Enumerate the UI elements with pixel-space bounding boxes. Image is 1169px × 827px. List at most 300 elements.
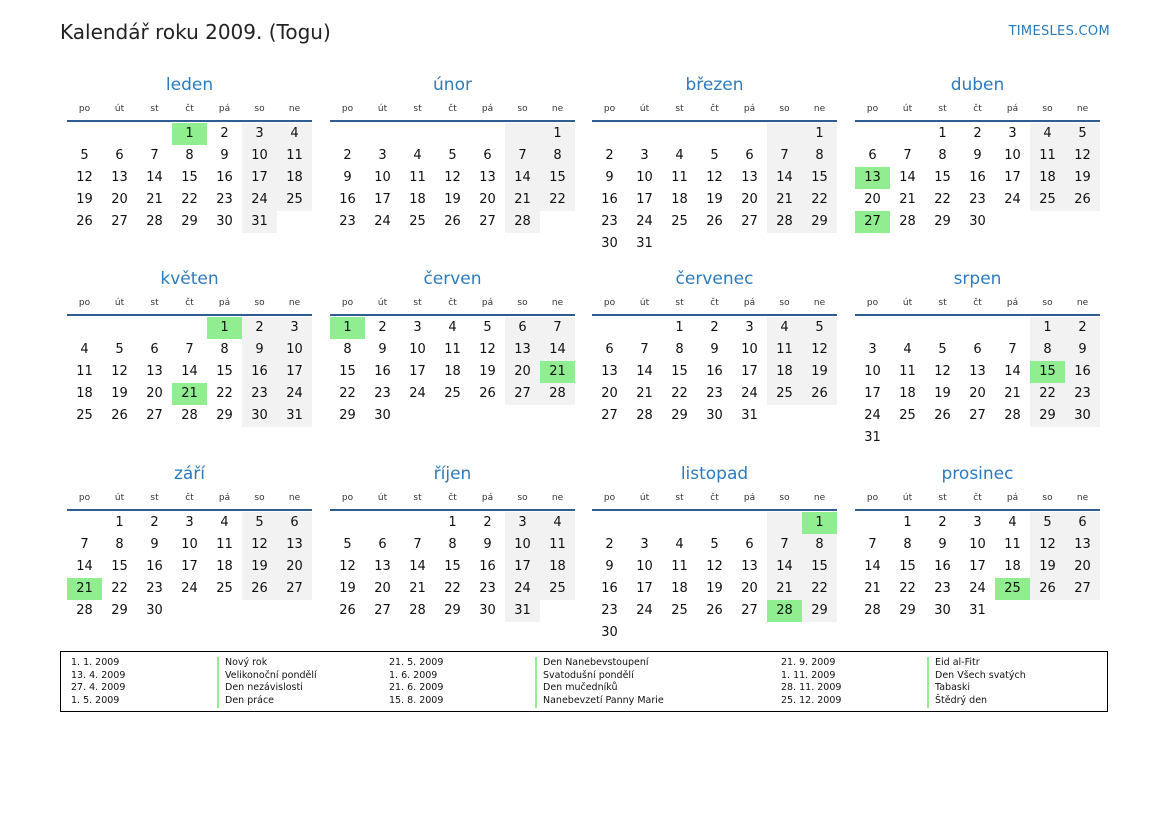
- day-cell: 16: [242, 361, 277, 383]
- day-cell: 28: [767, 211, 802, 233]
- week-row: [67, 600, 312, 622]
- weekday-label: čt: [973, 104, 982, 114]
- day-cell: 9: [605, 170, 614, 185]
- day-cell: 12: [339, 559, 356, 574]
- day-cell: 13: [601, 364, 618, 379]
- day-cell: 29: [111, 603, 128, 618]
- empty-day-cell: [697, 512, 732, 534]
- day-cell: 7: [505, 145, 540, 167]
- day-cell: 11: [1004, 537, 1021, 552]
- week-row: [592, 339, 837, 361]
- weekday-header: [592, 98, 837, 122]
- day-cell: 13: [741, 170, 758, 185]
- day-cell: 24: [505, 578, 540, 600]
- weekday-label: st: [413, 104, 422, 114]
- day-cell: 19: [934, 386, 951, 401]
- day-cell: 30: [601, 625, 618, 640]
- empty-day-cell: [662, 512, 697, 534]
- day-cell: 10: [636, 559, 653, 574]
- week-row: [330, 339, 575, 361]
- day-cell: 7: [903, 148, 912, 163]
- day-cell: 11: [671, 559, 688, 574]
- week-row: [67, 145, 312, 167]
- weekday-label: čt: [710, 298, 719, 308]
- week-row: [330, 578, 575, 600]
- day-cell: 10: [969, 537, 986, 552]
- empty-day-cell: [855, 123, 890, 145]
- week-row: [592, 145, 837, 167]
- weekday-label: st: [413, 493, 422, 503]
- day-cell: 23: [374, 386, 391, 401]
- day-cell: 6: [505, 317, 540, 339]
- day-cell: 16: [969, 170, 986, 185]
- week-row: [855, 189, 1100, 211]
- day-cell: 12: [706, 559, 723, 574]
- week-row: [67, 189, 312, 211]
- holiday-day-cell: 15: [1030, 361, 1065, 383]
- day-cell: 11: [409, 170, 426, 185]
- day-cell: 24: [374, 214, 391, 229]
- day-cell: 21: [636, 386, 653, 401]
- weekday-label: pá: [481, 493, 494, 503]
- empty-day-cell: [1065, 427, 1100, 449]
- weekday-label: čt: [448, 493, 457, 503]
- holiday-name: Nanebevzetí Panny Marie: [535, 695, 664, 708]
- empty-day-cell: [592, 123, 627, 145]
- empty-day-cell: [890, 317, 925, 339]
- day-cell: 2: [1065, 317, 1100, 339]
- day-cell: 11: [671, 170, 688, 185]
- day-cell: 13: [741, 559, 758, 574]
- weekday-label: čt: [448, 104, 457, 114]
- empty-day-cell: [540, 405, 575, 427]
- weekday-label: so: [779, 104, 790, 114]
- day-cell: 10: [277, 339, 312, 361]
- day-cell: 9: [242, 339, 277, 361]
- day-cell: 2: [710, 320, 719, 335]
- day-cell: 24: [636, 214, 653, 229]
- site-link[interactable]: TIMESLES.COM: [1008, 24, 1110, 39]
- day-cell: 14: [146, 170, 163, 185]
- empty-day-cell: [505, 123, 540, 145]
- day-cell: 15: [540, 167, 575, 189]
- holiday-date: 27. 4. 2009: [71, 682, 126, 694]
- week-row: [67, 361, 312, 383]
- holiday-day-cell: 1: [330, 317, 365, 339]
- holiday-name: Den mučedníků: [535, 682, 664, 695]
- day-cell: 18: [1004, 559, 1021, 574]
- empty-day-cell: [697, 233, 732, 255]
- week-row: [67, 405, 312, 427]
- week-row: [592, 167, 837, 189]
- empty-day-cell: [137, 123, 172, 145]
- day-cell: 23: [934, 581, 951, 596]
- weekday-label: pá: [481, 298, 494, 308]
- day-cell: 19: [444, 192, 461, 207]
- day-cell: 6: [277, 512, 312, 534]
- day-cell: 11: [899, 364, 916, 379]
- month-listopad: [592, 461, 837, 644]
- day-cell: 25: [277, 189, 312, 211]
- week-row: [67, 512, 312, 534]
- month-únor: [330, 72, 575, 233]
- day-cell: 15: [339, 364, 356, 379]
- empty-day-cell: [767, 233, 802, 255]
- weekday-header: [855, 487, 1100, 511]
- month-červen: [330, 266, 575, 427]
- weekday-label: čt: [710, 493, 719, 503]
- day-cell: 17: [277, 361, 312, 383]
- day-cell: 2: [605, 148, 614, 163]
- empty-day-cell: [505, 405, 540, 427]
- day-cell: 4: [80, 342, 89, 357]
- day-cell: 25: [540, 578, 575, 600]
- day-cell: 29: [899, 603, 916, 618]
- day-cell: 29: [444, 603, 461, 618]
- day-cell: 20: [1065, 556, 1100, 578]
- day-cell: 26: [1030, 578, 1065, 600]
- empty-day-cell: [277, 600, 312, 622]
- weekday-label: st: [413, 298, 422, 308]
- weekday-label: út: [902, 493, 913, 503]
- holiday-date: 15. 8. 2009: [389, 695, 444, 707]
- day-cell: 3: [242, 123, 277, 145]
- weekday-label: út: [114, 493, 125, 503]
- day-cell: 25: [671, 214, 688, 229]
- day-cell: 5: [343, 537, 352, 552]
- empty-day-cell: [890, 123, 925, 145]
- day-cell: 23: [706, 386, 723, 401]
- day-cell: 1: [448, 515, 457, 530]
- day-cell: 8: [802, 534, 837, 556]
- day-cell: 22: [1030, 383, 1065, 405]
- empty-day-cell: [802, 233, 837, 255]
- week-row: [592, 512, 837, 534]
- empty-day-cell: [365, 123, 400, 145]
- day-cell: 25: [1030, 189, 1065, 211]
- day-cell: 24: [864, 408, 881, 423]
- day-cell: 20: [601, 386, 618, 401]
- day-cell: 1: [903, 515, 912, 530]
- day-cell: 7: [868, 537, 877, 552]
- weekday-label: st: [675, 298, 684, 308]
- month-days: [855, 316, 1100, 449]
- empty-day-cell: [627, 512, 662, 534]
- day-cell: 20: [479, 192, 496, 207]
- day-cell: 7: [540, 317, 575, 339]
- day-cell: 2: [378, 320, 387, 335]
- day-cell: 12: [934, 364, 951, 379]
- weekday-label: út: [639, 493, 650, 503]
- day-cell: 8: [903, 537, 912, 552]
- day-cell: 14: [899, 170, 916, 185]
- holiday-date: 1. 1. 2009: [71, 657, 120, 668]
- empty-day-cell: [960, 317, 995, 339]
- empty-day-cell: [697, 123, 732, 145]
- week-row: [855, 427, 1100, 449]
- day-cell: 4: [1030, 123, 1065, 145]
- day-cell: 14: [864, 559, 881, 574]
- day-cell: 16: [339, 192, 356, 207]
- day-cell: 17: [1004, 170, 1021, 185]
- week-row: [330, 189, 575, 211]
- week-row: [855, 578, 1100, 600]
- day-cell: 24: [636, 603, 653, 618]
- day-cell: 9: [150, 537, 159, 552]
- day-cell: 9: [483, 537, 492, 552]
- holiday-date: 13. 4. 2009: [71, 669, 126, 681]
- day-cell: 26: [76, 214, 93, 229]
- day-cell: 13: [1065, 534, 1100, 556]
- week-row: [855, 600, 1100, 622]
- holiday-names-column: [217, 657, 317, 708]
- empty-day-cell: [995, 427, 1030, 449]
- week-row: [592, 383, 837, 405]
- day-cell: 13: [146, 364, 163, 379]
- holiday-name: Den nezávislosti: [217, 682, 317, 695]
- day-cell: 20: [277, 556, 312, 578]
- day-cell: 17: [409, 364, 426, 379]
- week-row: [592, 317, 837, 339]
- day-cell: 22: [899, 581, 916, 596]
- holiday-dates-column: [71, 657, 125, 708]
- weekday-label: ne: [1076, 104, 1089, 114]
- day-cell: 22: [111, 581, 128, 596]
- week-row: [592, 123, 837, 145]
- day-cell: 23: [242, 383, 277, 405]
- day-cell: 4: [1008, 515, 1017, 530]
- day-cell: 3: [745, 320, 754, 335]
- week-row: [330, 512, 575, 534]
- day-cell: 28: [864, 603, 881, 618]
- day-cell: 28: [505, 211, 540, 233]
- day-cell: 12: [706, 170, 723, 185]
- day-cell: 3: [640, 148, 649, 163]
- holiday-date: 1. 5. 2009: [71, 695, 120, 707]
- week-row: [67, 211, 312, 233]
- week-row: [855, 405, 1100, 427]
- day-cell: 29: [216, 408, 233, 423]
- day-cell: 27: [505, 383, 540, 405]
- week-row: [855, 534, 1100, 556]
- day-cell: 30: [706, 408, 723, 423]
- empty-day-cell: [540, 211, 575, 233]
- empty-day-cell: [1030, 600, 1065, 622]
- day-cell: 29: [802, 600, 837, 622]
- empty-day-cell: [1065, 600, 1100, 622]
- day-cell: 26: [1065, 189, 1100, 211]
- day-cell: 30: [969, 214, 986, 229]
- weekday-label: po: [341, 493, 354, 503]
- day-cell: 7: [80, 537, 89, 552]
- day-cell: 2: [483, 515, 492, 530]
- day-cell: 8: [448, 537, 457, 552]
- month-name: květen: [160, 269, 219, 289]
- day-cell: 21: [505, 189, 540, 211]
- empty-day-cell: [207, 600, 242, 622]
- day-cell: 24: [969, 581, 986, 596]
- empty-day-cell: [67, 512, 102, 534]
- week-row: [855, 123, 1100, 145]
- day-cell: 19: [706, 581, 723, 596]
- day-cell: 20: [374, 581, 391, 596]
- day-cell: 19: [802, 361, 837, 383]
- day-cell: 10: [636, 170, 653, 185]
- day-cell: 28: [1004, 408, 1021, 423]
- week-row: [855, 167, 1100, 189]
- day-cell: 26: [802, 383, 837, 405]
- day-cell: 30: [242, 405, 277, 427]
- weekday-label: po: [78, 298, 91, 308]
- empty-day-cell: [242, 600, 277, 622]
- day-cell: 4: [277, 123, 312, 145]
- month-name: březen: [685, 75, 744, 95]
- holiday-legend: [60, 651, 1108, 712]
- day-cell: 31: [277, 405, 312, 427]
- day-cell: 6: [745, 537, 754, 552]
- weekday-header: [330, 292, 575, 316]
- day-cell: 5: [80, 148, 89, 163]
- weekday-label: st: [938, 298, 947, 308]
- holiday-names-column: [927, 657, 1026, 708]
- empty-day-cell: [1030, 427, 1065, 449]
- weekday-label: út: [902, 104, 913, 114]
- empty-day-cell: [470, 405, 505, 427]
- day-cell: 15: [934, 170, 951, 185]
- day-cell: 22: [671, 386, 688, 401]
- day-cell: 29: [181, 214, 198, 229]
- day-cell: 9: [343, 170, 352, 185]
- weekday-header: [855, 292, 1100, 316]
- day-cell: 2: [220, 126, 229, 141]
- week-row: [855, 512, 1100, 534]
- day-cell: 9: [973, 148, 982, 163]
- day-cell: 22: [339, 386, 356, 401]
- week-row: [855, 339, 1100, 361]
- day-cell: 6: [150, 342, 159, 357]
- day-cell: 20: [505, 361, 540, 383]
- day-cell: 10: [242, 145, 277, 167]
- day-cell: 10: [1004, 148, 1021, 163]
- month-srpen: [855, 266, 1100, 449]
- month-days: [855, 122, 1100, 233]
- day-cell: 30: [1065, 405, 1100, 427]
- holiday-date: 28. 11. 2009: [781, 682, 842, 694]
- day-cell: 13: [969, 364, 986, 379]
- weekday-label: st: [675, 493, 684, 503]
- day-cell: 6: [868, 148, 877, 163]
- day-cell: 5: [1030, 512, 1065, 534]
- empty-day-cell: [662, 233, 697, 255]
- day-cell: 8: [343, 342, 352, 357]
- day-cell: 18: [1030, 167, 1065, 189]
- empty-day-cell: [960, 427, 995, 449]
- day-cell: 8: [675, 342, 684, 357]
- day-cell: 15: [899, 559, 916, 574]
- month-říjen: [330, 461, 575, 622]
- week-row: [330, 123, 575, 145]
- week-row: [330, 145, 575, 167]
- day-cell: 31: [969, 603, 986, 618]
- day-cell: 8: [1030, 339, 1065, 361]
- day-cell: 25: [216, 581, 233, 596]
- day-cell: 19: [242, 556, 277, 578]
- day-cell: 21: [899, 192, 916, 207]
- day-cell: 1: [938, 126, 947, 141]
- weekday-label: so: [1042, 104, 1053, 114]
- weekday-label: so: [1042, 493, 1053, 503]
- empty-day-cell: [767, 123, 802, 145]
- day-cell: 20: [111, 192, 128, 207]
- month-září: [67, 461, 312, 622]
- day-cell: 19: [76, 192, 93, 207]
- month-name: listopad: [680, 464, 749, 484]
- weekday-label: ne: [1076, 493, 1089, 503]
- day-cell: 13: [505, 339, 540, 361]
- day-cell: 18: [767, 361, 802, 383]
- day-cell: 28: [409, 603, 426, 618]
- day-cell: 18: [76, 386, 93, 401]
- page-title: Kalendář roku 2009. (Togu): [60, 20, 331, 44]
- weekday-label: so: [517, 298, 528, 308]
- week-row: [855, 317, 1100, 339]
- week-row: [67, 534, 312, 556]
- day-cell: 22: [216, 386, 233, 401]
- week-row: [330, 211, 575, 233]
- day-cell: 30: [934, 603, 951, 618]
- day-cell: 23: [601, 214, 618, 229]
- day-cell: 8: [115, 537, 124, 552]
- day-cell: 22: [540, 189, 575, 211]
- day-cell: 1: [540, 123, 575, 145]
- day-cell: 16: [146, 559, 163, 574]
- holiday-name: Štědrý den: [927, 695, 1026, 708]
- month-name: únor: [433, 75, 472, 95]
- holiday-dates-column: [389, 657, 443, 708]
- empty-day-cell: [400, 123, 435, 145]
- weekday-label: čt: [710, 104, 719, 114]
- day-cell: 28: [146, 214, 163, 229]
- empty-day-cell: [767, 512, 802, 534]
- day-cell: 4: [767, 317, 802, 339]
- day-cell: 26: [444, 214, 461, 229]
- day-cell: 27: [374, 603, 391, 618]
- day-cell: 19: [1030, 556, 1065, 578]
- weekday-label: st: [938, 493, 947, 503]
- weekday-label: ne: [551, 493, 564, 503]
- day-cell: 1: [115, 515, 124, 530]
- empty-day-cell: [277, 211, 312, 233]
- empty-day-cell: [732, 233, 767, 255]
- day-cell: 28: [76, 603, 93, 618]
- weekday-label: čt: [185, 298, 194, 308]
- day-cell: 19: [339, 581, 356, 596]
- month-days: [592, 511, 837, 644]
- day-cell: 7: [413, 537, 422, 552]
- day-cell: 11: [767, 339, 802, 361]
- weekday-label: po: [341, 104, 354, 114]
- day-cell: 8: [220, 342, 229, 357]
- empty-day-cell: [137, 317, 172, 339]
- weekday-label: pá: [218, 493, 231, 503]
- day-cell: 14: [767, 167, 802, 189]
- day-cell: 27: [479, 214, 496, 229]
- empty-day-cell: [767, 405, 802, 427]
- day-cell: 14: [1004, 364, 1021, 379]
- day-cell: 22: [802, 578, 837, 600]
- day-cell: 21: [409, 581, 426, 596]
- weekday-label: út: [639, 104, 650, 114]
